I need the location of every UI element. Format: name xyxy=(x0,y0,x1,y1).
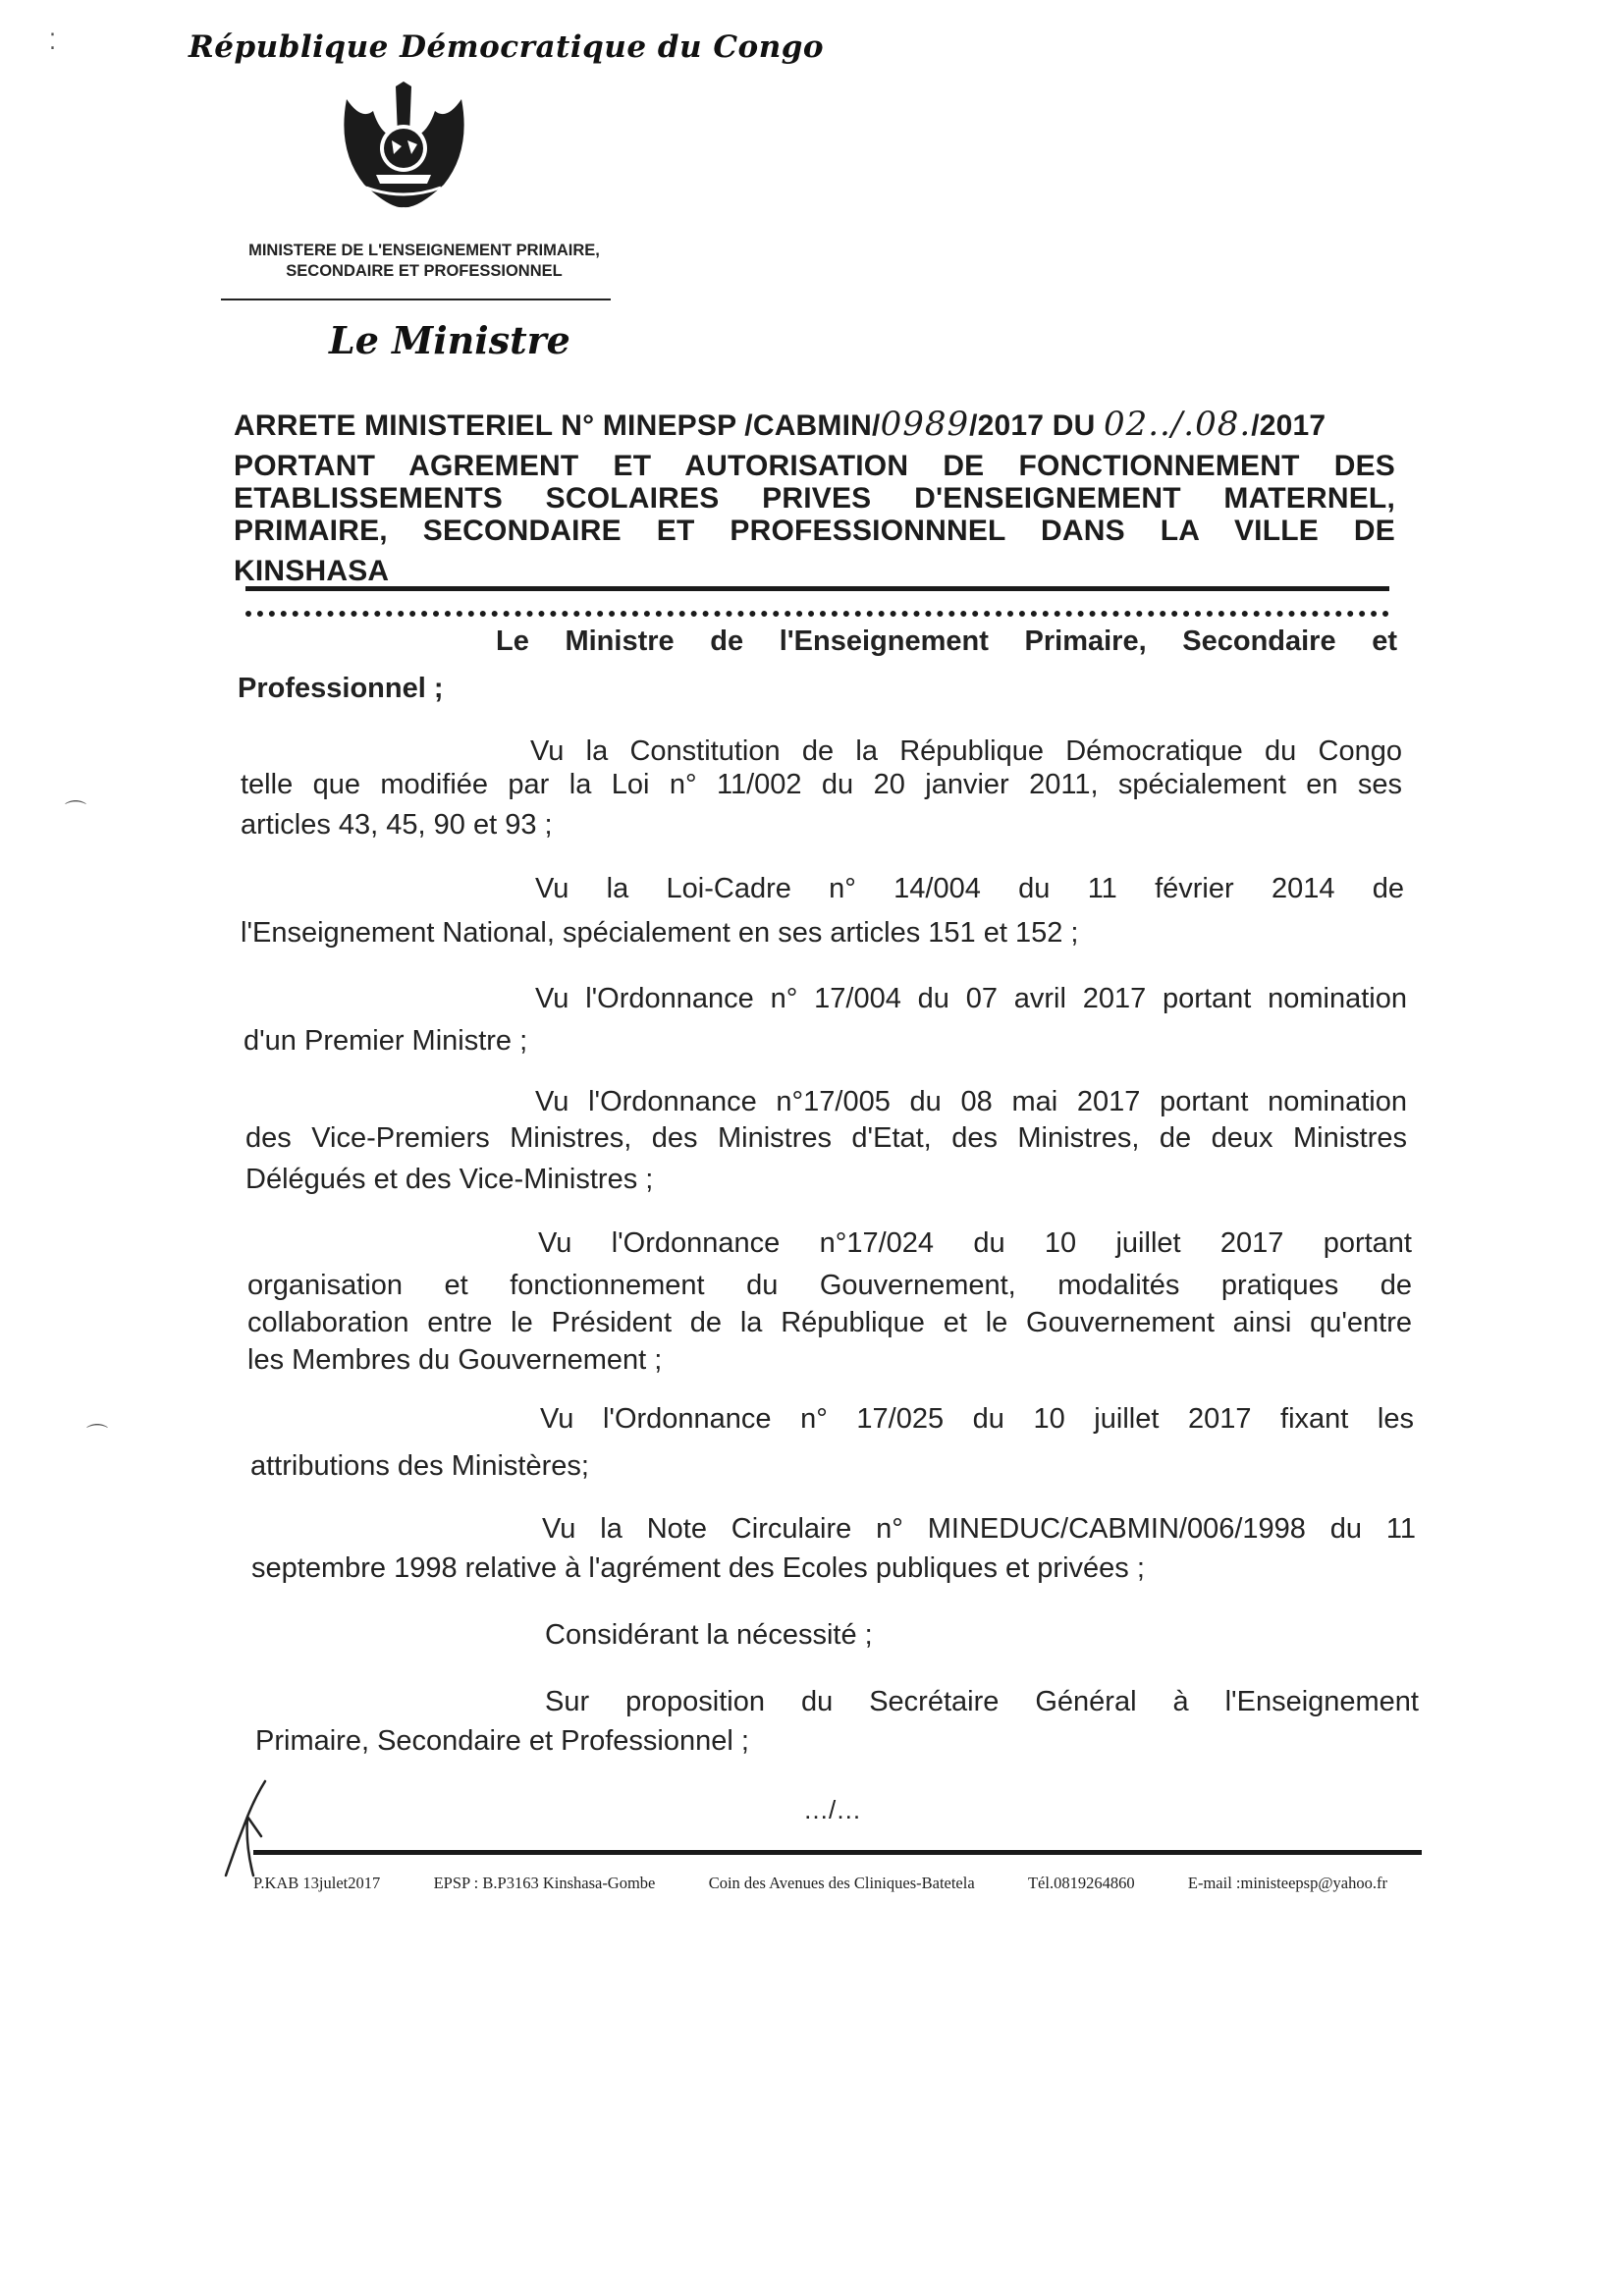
footer-phone: Tél.0819264860 xyxy=(1027,1874,1135,1892)
scan-speck: ⌒ xyxy=(65,799,87,824)
title-divider-solid xyxy=(245,586,1389,591)
handwritten-initials xyxy=(218,1777,277,1885)
paragraph-line: Primaire, Secondaire et Professionnel ; xyxy=(255,1725,749,1757)
title-line: KINSHASA xyxy=(234,555,390,587)
footer-location: Coin des Avenues des Cliniques-Batetela xyxy=(708,1874,975,1892)
paragraph-line: attributions des Ministères; xyxy=(250,1450,589,1482)
paragraph-line: des Vice-Premiers Ministres, des Ministres d'Etat, des Ministres, de deux Ministres xyxy=(245,1122,1407,1154)
title-divider-dotted xyxy=(245,611,1389,617)
paragraph-line: Considérant la nécessité ; xyxy=(545,1619,873,1651)
scan-speck: ⁚ xyxy=(49,29,56,54)
paragraph-line: septembre 1998 relative à l'agrément des Ecoles publiques et privées ; xyxy=(251,1552,1145,1584)
title-line: ETABLISSEMENTS SCOLAIRES PRIVES D'ENSEIGNEMENT MATERNEL, xyxy=(234,482,1395,515)
header-divider xyxy=(221,299,611,300)
paragraph-line: les Membres du Gouvernement ; xyxy=(247,1344,663,1376)
continuation-mark: …/… xyxy=(803,1795,862,1824)
title-line: PRIMAIRE, SECONDAIRE ET PROFESSIONNNEL DANS LA VILLE DE xyxy=(234,515,1395,547)
minister-title: Le Ministre xyxy=(329,318,570,362)
footer-divider xyxy=(253,1850,1422,1855)
decree-prefix: ARRETE MINISTERIEL N° MINEPSP /CABMIN/ xyxy=(234,409,881,442)
paragraph-line: Sur proposition du Secrétaire Général à l'Enseignement xyxy=(545,1686,1419,1717)
footer-address: EPSP : B.P3163 Kinshasa-Gombe xyxy=(433,1874,656,1892)
footer-ref: P.KAB 13julet2017 xyxy=(253,1874,381,1892)
paragraph-line: Vu l'Ordonnance n° 17/025 du 10 juillet 2017 fixant les xyxy=(540,1403,1414,1435)
intro-line: Le Ministre de l'Enseignement Primaire, Secondaire et xyxy=(496,625,1397,657)
paragraph-line: l'Enseignement National, spécialement en ses articles 151 et 152 ; xyxy=(241,917,1079,949)
coat-of-arms-emblem xyxy=(337,82,471,209)
ministry-line-2: SECONDAIRE ET PROFESSIONNEL xyxy=(286,262,563,280)
footer xyxy=(253,1874,1387,1893)
paragraph-line: telle que modifiée par la Loi n° 11/002 du 20 janvier 2011, spécialement en ses xyxy=(241,769,1402,800)
paragraph-line: Vu la Loi-Cadre n° 14/004 du 11 février 2014 de xyxy=(535,873,1404,904)
paragraph-line: Vu l'Ordonnance n°17/005 du 08 mai 2017 portant nomination xyxy=(535,1086,1407,1117)
decree-number-handwritten: 0989 xyxy=(880,405,970,444)
paragraph-line: organisation et fonctionnement du Gouvernement, modalités pratiques de xyxy=(247,1270,1412,1301)
decree-date-handwritten: 02../.08. xyxy=(1103,405,1252,444)
ministry-name xyxy=(216,241,632,282)
paragraph-line: Vu la Constitution de la République Démocratique du Congo xyxy=(530,735,1402,767)
intro-line: Professionnel ; xyxy=(238,673,444,704)
paragraph-line: collaboration entre le Président de la République et le Gouvernement ainsi qu'entre xyxy=(247,1307,1412,1338)
paragraph-line: articles 43, 45, 90 et 93 ; xyxy=(241,809,553,841)
title-line: PORTANT AGREMENT ET AUTORISATION DE FONCTIONNEMENT DES xyxy=(234,450,1395,482)
paragraph-line: Vu l'Ordonnance n°17/024 du 10 juillet 2017 portant xyxy=(538,1227,1412,1259)
decree-title-line xyxy=(234,405,1395,444)
footer-email: E-mail :ministeepsp@yahoo.fr xyxy=(1187,1874,1387,1892)
ministry-line-1: MINISTERE DE L'ENSEIGNEMENT PRIMAIRE, xyxy=(248,242,600,259)
paragraph-line: Délégués et des Vice-Ministres ; xyxy=(245,1164,654,1195)
decree-date-suffix: /2017 xyxy=(1251,409,1326,442)
scan-speck: ⌒ xyxy=(86,1423,109,1447)
republic-heading: République Démocratique du Congo xyxy=(189,29,825,65)
paragraph-line: d'un Premier Ministre ; xyxy=(244,1025,528,1057)
decree-year: /2017 DU xyxy=(969,409,1104,442)
paragraph-line: Vu la Note Circulaire n° MINEDUC/CABMIN/006/1998 du 11 xyxy=(542,1513,1416,1545)
paragraph-line: Vu l'Ordonnance n° 17/004 du 07 avril 2017 portant nomination xyxy=(535,983,1407,1014)
